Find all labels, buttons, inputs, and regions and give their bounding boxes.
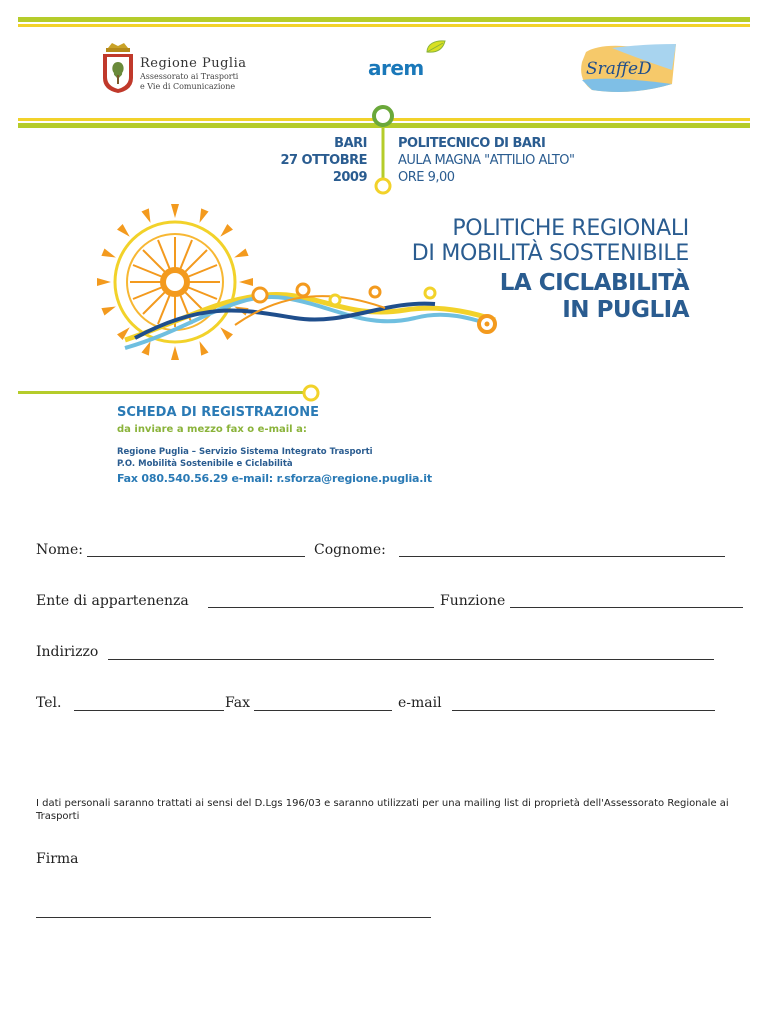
title-line3: LA CICLABILITÀ [499,270,689,296]
fax-field[interactable] [254,710,392,711]
sraffed-logo [572,40,682,100]
funzione-label: Funzione [440,593,506,609]
firma-label: Firma [36,851,79,867]
event-city: BARI [334,136,367,151]
indirizzo-field[interactable] [108,659,714,660]
timeline-connector [368,100,398,200]
cognome-field[interactable] [399,556,725,557]
header-stripe-yellow [18,24,750,27]
registration-instruction: da inviare a mezzo fax o e-mail a: [117,424,307,435]
indirizzo-label: Indirizzo [36,644,99,660]
event-hall: AULA MAGNA "ATTILIO ALTO" [398,153,575,168]
ente-label: Ente di appartenenza [36,593,189,609]
funzione-field[interactable] [510,607,743,608]
fax-label: Fax [225,695,251,711]
privacy-notice: I dati personali saranno trattati ai sensi del D.Lgs 196/03 e saranno utilizzati per una mailing list di proprietà dell'Assessorato Regionale ai Trasporti [36,798,729,822]
arem-leaf-icon [423,38,453,60]
ente-field[interactable] [208,607,434,608]
bicycle-wheel-sun-illustration [85,200,505,360]
email-field[interactable] [452,710,715,711]
cognome-label: Cognome: [314,542,386,558]
event-venue: POLITECNICO DI BARI [398,136,546,151]
event-year: 2009 [332,170,367,185]
nome-label: Nome: [36,542,83,558]
event-date: 27 OTTOBRE [280,153,367,168]
email-label: e-mail [398,695,442,711]
title-line2: DI MOBILITÀ SOSTENIBILE [411,241,689,266]
region-department [140,72,238,92]
tel-label: Tel. [36,695,62,711]
header-stripe-green [18,17,750,22]
sraffed-logo-text: SraffeD [586,59,652,79]
title-line4: IN PUGLIA [562,297,689,323]
registration-contact: Fax 080.540.56.29 e-mail: r.sforza@regione.puglia.it [117,472,432,485]
nome-field[interactable] [87,556,305,557]
registration-divider [18,391,308,394]
region-dept-line2: e Vie di Comunicazione [140,82,236,91]
registration-heading: SCHEDA DI REGISTRAZIONE [117,405,319,420]
event-time: ORE 9,00 [398,170,455,185]
region-dept-line1: Assessorato ai Trasporti [140,72,239,81]
arem-logo-text: arem [368,56,424,80]
firma-field[interactable] [36,917,431,918]
registration-org-line2: P.O. Mobilità Sostenibile e Ciclabilità [117,459,293,469]
title-line1: POLITICHE REGIONALI [452,216,689,241]
region-name: Regione Puglia [140,56,247,71]
registration-ring-icon [301,383,321,403]
registration-org-line1: Regione Puglia – Servizio Sistema Integrato Trasporti [117,447,373,457]
tel-field[interactable] [74,710,224,711]
regione-puglia-crest-icon [100,42,136,94]
